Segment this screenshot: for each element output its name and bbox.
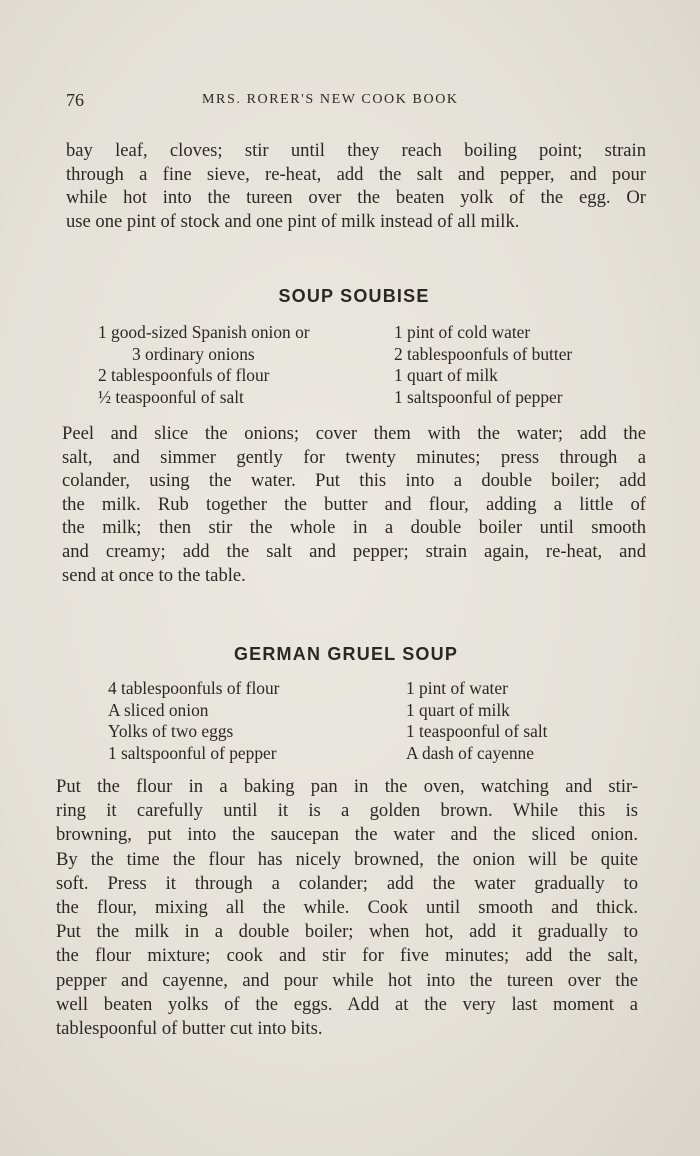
paragraph-line: bay leaf, cloves; stir until they reach boiling point; strain: [66, 140, 646, 161]
ingredient-item: 2 tablespoonfuls of butter: [394, 343, 573, 364]
ingredient-item: 1 pint of water: [406, 678, 508, 698]
ingredient-item: 1 saltspoonful of pepper: [394, 386, 563, 407]
ingredient-item: ½ teaspoonful of salt: [98, 386, 244, 407]
paragraph-line: and creamy; add the salt and pepper; strain again, re-heat, and: [62, 540, 646, 562]
ingredients-right-column: [394, 322, 572, 408]
paragraph-line: soft. Press it through a colander; add the water gradually to: [56, 872, 638, 894]
paragraph-line: through a fine sieve, re-heat, add the salt and pepper, and pour: [66, 163, 646, 185]
ingredient-item: 1 pint of cold water: [394, 322, 531, 342]
paragraph-line: Peel and slice the onions; cover them with the water; add the: [62, 423, 646, 444]
running-head: [66, 90, 646, 116]
ingredient-item: 1 quart of milk: [406, 699, 510, 720]
ingredient-item: 1 saltspoonful of pepper: [108, 742, 277, 763]
ingredient-item: Yolks of two eggs: [108, 721, 234, 742]
ingredients-left-column: [98, 322, 310, 408]
ingredients-soup-soubise: [98, 322, 638, 412]
ingredient-item: A sliced onion: [108, 699, 209, 720]
paragraph-line: while hot into the tureen over the beaten yolk of the egg. Or: [66, 187, 646, 209]
page-number: 76: [66, 90, 84, 110]
paragraph-line: By the time the flour has nicely browned, the onion will be quite: [56, 848, 638, 870]
paragraph-line: use one pint of stock and one pint of milk instead of all milk.: [66, 210, 520, 232]
ingredient-item: 1 teaspoonful of salt: [406, 721, 548, 742]
paragraph-line: Put the milk in a double boiler; when hot, add it gradually to: [56, 921, 638, 943]
paragraph-line: browning, put into the saucepan the water and the sliced onion.: [56, 824, 638, 846]
ingredients-right-column: [406, 678, 548, 764]
paragraph-line: the milk. Rub together the butter and flour, adding a little of: [62, 493, 646, 515]
ingredient-item: 1 quart of milk: [394, 365, 498, 386]
recipe-title-german-gruel-soup: GERMAN GRUEL SOUP: [233, 644, 459, 664]
book-title: MRS. RORER'S NEW COOK BOOK: [202, 92, 459, 107]
paragraph-line: well beaten yolks of the eggs. Add at the very last moment a: [56, 993, 638, 1015]
recipe-title-soup-soubise: SOUP SOUBISE: [278, 286, 430, 306]
ingredient-item: 1 good-sized Spanish onion or: [98, 322, 310, 342]
paragraph-line: Put the flour in a baking pan in the oven, watching and stir-: [56, 776, 638, 797]
ingredient-item: 3 ordinary onions: [132, 343, 255, 364]
intro-paragraph: [66, 139, 646, 233]
ingredients-german-gruel-soup: [108, 678, 608, 768]
ingredients-left-column: [108, 678, 279, 764]
paragraph-line: pepper and cayenne, and pour while hot into the tureen over the: [56, 969, 638, 991]
ingredient-item: A dash of cayenne: [406, 742, 534, 763]
paragraph-line: the flour, mixing all the while. Cook until smooth and thick.: [56, 897, 638, 919]
paragraph-line: tablespoonful of butter cut into bits.: [56, 1018, 323, 1040]
ingredient-item: 2 tablespoonfuls of flour: [98, 365, 270, 386]
directions-soup-soubise: [62, 422, 646, 587]
paragraph-line: colander, using the water. Put this into a double boiler; add: [62, 470, 646, 492]
ingredient-item: 4 tablespoonfuls of flour: [108, 678, 280, 698]
paragraph-line: the flour mixture; cook and stir for five minutes; add the salt,: [56, 945, 638, 967]
paragraph-line: send at once to the table.: [62, 564, 246, 586]
paragraph-line: the milk; then stir the whole in a double boiler until smooth: [62, 517, 646, 539]
paragraph-line: ring it carefully until it is a golden brown. While this is: [56, 800, 638, 822]
paragraph-line: salt, and simmer gently for twenty minutes; press through a: [62, 446, 646, 468]
directions-german-gruel-soup: [56, 775, 638, 1041]
